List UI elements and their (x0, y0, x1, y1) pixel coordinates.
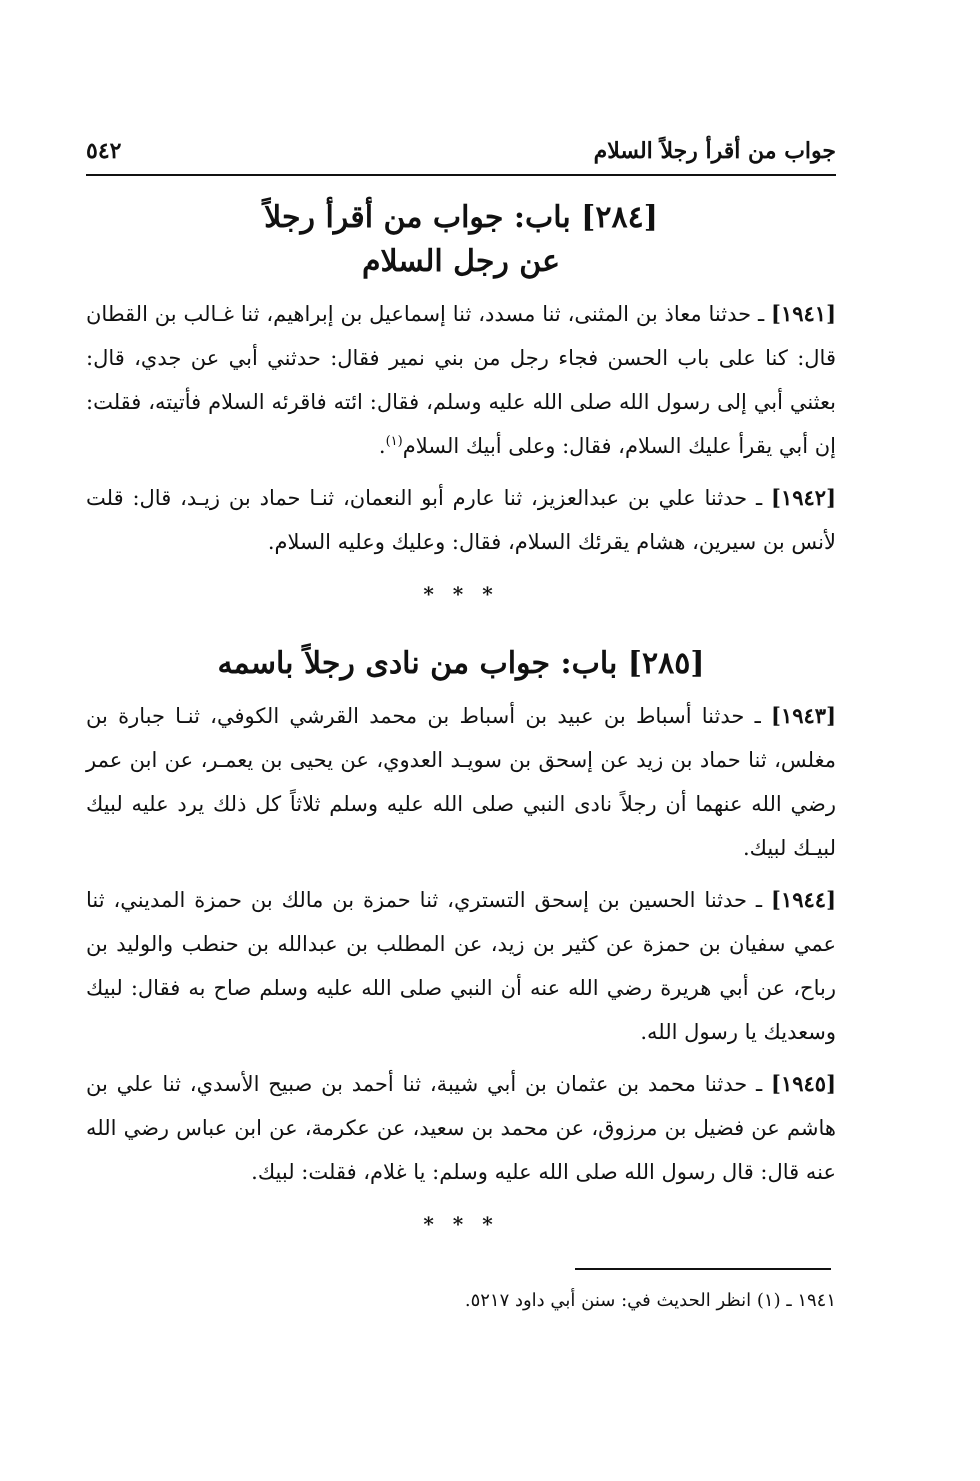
chapter-title-line: [٢٨٤] باب: جواب من أقرأ رجلاً (264, 200, 658, 235)
footnote: ١٩٤١ ـ (١) انظر الحديث في: سنن أبي داود ٥٢١٧. (464, 1290, 836, 1311)
hadith-paragraph (86, 476, 836, 564)
hadith-number: [١٩٤٤] (771, 887, 836, 912)
chapter-title-line: [٢٨٥] باب: جواب من نادى رجلاً باسمه (217, 646, 705, 681)
hadith-paragraph (86, 694, 836, 870)
hadith-end: . (378, 434, 386, 458)
hadith-paragraph (86, 292, 836, 468)
section-separator: * * * (423, 1212, 499, 1236)
running-header (86, 136, 836, 172)
chapter-title (86, 642, 836, 686)
hadith-text: ـ حدثنا أسباط بن عبيد بن أسباط بن محمد القرشي الكوفي، ثنـا جبارة بن مغلس، ثنا حماد بن زيد عن إسحق بن سويـد العدوي، عن يحيى بن يعمـر، عن ابن عمر رضي الله عنهما أن رجلاً نادى النبي صلى الله عليه وسلم ثلاثاً كل ذلك يرد عليه لبيك لبيـك لبيك. (86, 704, 836, 860)
section-separator: * * * (423, 582, 499, 606)
hadith-paragraph (86, 878, 836, 1054)
chapter-title-line: عن رجل السلام (361, 244, 561, 279)
hadith-number: [١٩٤٥] (771, 1071, 836, 1096)
hadith-text: ـ حدثنا معاذ بن المثنى، ثنا مسدد، ثنا إسماعيل بن إبراهيم، ثنا غـالب بن القطان قال: كنا على باب الحسن فجاء رجل من بني نمير فقال: حدثني أبي عن جدي، قال: بعثني أبي إلى رسول الله صلى الله عليه وسلم، فقال: ائته فاقرئه السلام فأتيته، فقلت: إن أبي يقرأ عليك السلام، فقال: وعلى أبيك السلام (86, 302, 836, 458)
chapter-title (86, 196, 836, 284)
page-number: ٥٤٢ (86, 138, 122, 164)
running-title: جواب من أقرأ رجلاً السلام (593, 138, 836, 164)
footnote-marker: (١) (385, 434, 403, 449)
page-body (86, 196, 836, 1236)
hadith-text: ـ حدثنا الحسين بن إسحق التستري، ثنا حمزة بن مالك بن حمزة المديني، ثنا عمي سفيان بن حمزة عن كثير بن زيد، عن المطلب بن عبدالله بن حنطب والوليد بن رباح، عن أبي هريرة رضي الله عنه أن النبي صلى الله عليه وسلم صاح به فقال: لبيك وسعديك يا رسول الله. (86, 888, 836, 1044)
hadith-number: [١٩٤١] (771, 301, 836, 326)
header-rule (86, 174, 836, 176)
hadith-number: [١٩٤٢] (771, 485, 836, 510)
hadith-text: ـ حدثنا محمد بن عثمان بن أبي شيبة، ثنا أحمد بن صبيح الأسدي، ثنا علي بن هاشم عن فضيل بن مرزوق، عن محمد بن سعيد، عن عكرمة، عن ابن عباس رضي الله عنه قال: قال رسول الله صلى الله عليه وسلم: يا غلام، فقلت: لبيك. (86, 1072, 836, 1184)
hadith-text: ـ حدثنا علي بن عبدالعزيز، ثنا عارم أبو النعمان، ثنـا حماد بن زيـد، قال: قلت لأنس بن سيرين، هشام يقرئك السلام، فقال: وعليك وعليه السلام. (86, 486, 836, 554)
hadith-paragraph (86, 1062, 836, 1194)
footnote-rule (575, 1268, 831, 1270)
hadith-number: [١٩٤٣] (771, 703, 836, 728)
